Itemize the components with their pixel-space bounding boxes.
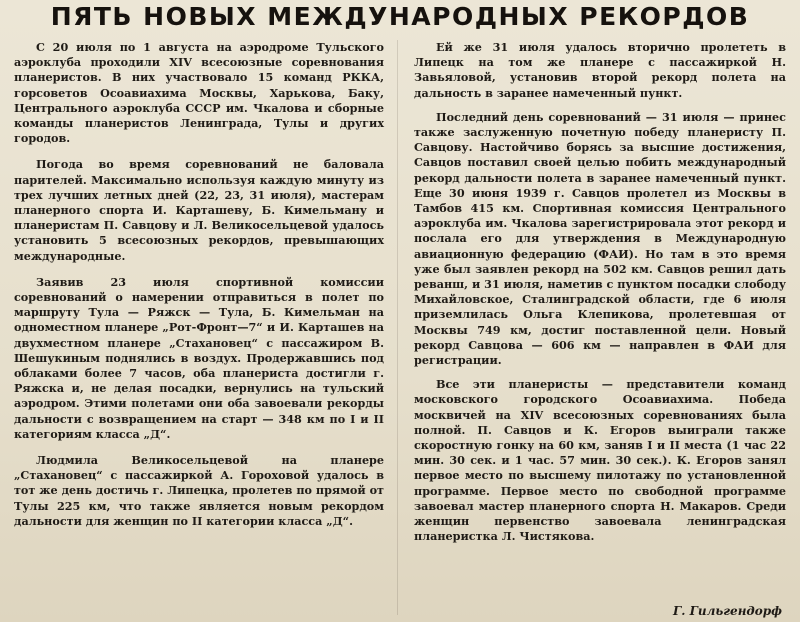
- paragraph: Погода во время соревнований не баловала парителей. Максимально используя каждую минуту из трех лучших летных дней (22, 23, 31 июля), мастерам планерного спорта И. Карташеву, Б. Кимельману и планеристам П. Савцову и Л. Великосельцевой удалось установить 5 всесоюзных рекордов, превышающих международные.: [14, 157, 384, 263]
- paragraph: Последний день соревнований — 31 июля — принес также заслуженную почетную победу планеристу П. Савцову. Настойчиво борясь за высшие достижения, Савцов поставил своей целью побить международный рекорд дальности полета в заранее намеченный пункт. Еще 30 июня 1939 г. Савцов пролетел из Москвы в Тамбов 415 км. Спортивная комиссия Центрального аэроклуба им. Чкалова зарегистрировала этот рекорд и послала его для утверждения в Международную авиационную федерацию (ФАИ). Но там в это время уже был заявлен рекорд на 502 км. Савцов решил дать реванш, и 31 июля, наметив с пунктом посадки слободу Михайловское, Сталинградской области, где 6 июля приземлилась Ольга Клепикова, пролетевшая от Москвы 749 км, достиг поставленной цели. Новый рекорд Савцова — 606 км — направлен в ФАИ для регистрации.: [414, 109, 786, 368]
- left-column: [14, 40, 384, 540]
- article-title: ПЯТЬ НОВЫХ МЕЖДУНАРОДНЫХ РЕКОРДОВ: [50, 2, 750, 31]
- column-divider: [397, 40, 398, 615]
- paragraph: Ей же 31 июля удалось вторично пролететь в Липецк на том же планере с пассажиркой Н. Завьяловой, установив второй рекорд полета на дальность в заранее намеченный пункт.: [414, 40, 786, 100]
- right-column: [414, 40, 786, 554]
- paragraph: Заявив 23 июля спортивной комиссии соревнований о намерении отправиться в полет по маршруту Тула — Ряжск — Тула, Б. Кимельман на одноместном планере „Рот-Фронт—7“ и И. Карташев на двухместном планере „Стахановец“ с пассажиром В. Шешукиным поднялись в воздух. Продержавшись под облаками более 7 часов, оба планериста достигли г. Ряжска и, не делая посадки, вернулись на тульский аэродром. Этими полетами они оба завоевали рекорды дальности с возвращением на старт — 348 км по I и II категориям класса „Д“.: [14, 274, 384, 441]
- paragraph: Все эти планеристы — представители команд московского городского Осоавиахима. Победа москвичей на XIV всесоюзных соревнованиях была полной. П. Савцов и К. Егоров выиграли также скоростную гонку на 60 км, заняв I и II места (1 час 22 мин. 30 сек. и 1 час. 57 мин. 30 сек.). К. Егоров занял первое место по высшему пилотажу по установленной программе. Первое место по свободной программе завоевал мастер планерного спорта Н. Макаров. Среди женщин первенство завоевала ленинградская планеристка Л. Чистякова.: [414, 377, 786, 544]
- paragraph: Людмила Великосельцевой на планере „Стахановец“ с пассажиркой А. Гороховой удалось в тот же день достичь г. Липецка, пролетев по прямой от Тулы 225 км, что также является новым рекордом дальности для женщин по II категории класса „Д“.: [14, 453, 384, 528]
- paragraph: С 20 июля по 1 августа на аэродроме Тульского аэроклуба проходили XIV всесоюзные соревнования планеристов. В них участвовало 15 команд РККА, горсоветов Осоавиахима Москвы, Харькова, Баку, Центрального аэроклуба СССР им. Чкалова и сборные команды планеристов Ленинграда, Тулы и других городов.: [14, 40, 384, 146]
- author-signature: Г. Гильгендорф: [672, 604, 782, 618]
